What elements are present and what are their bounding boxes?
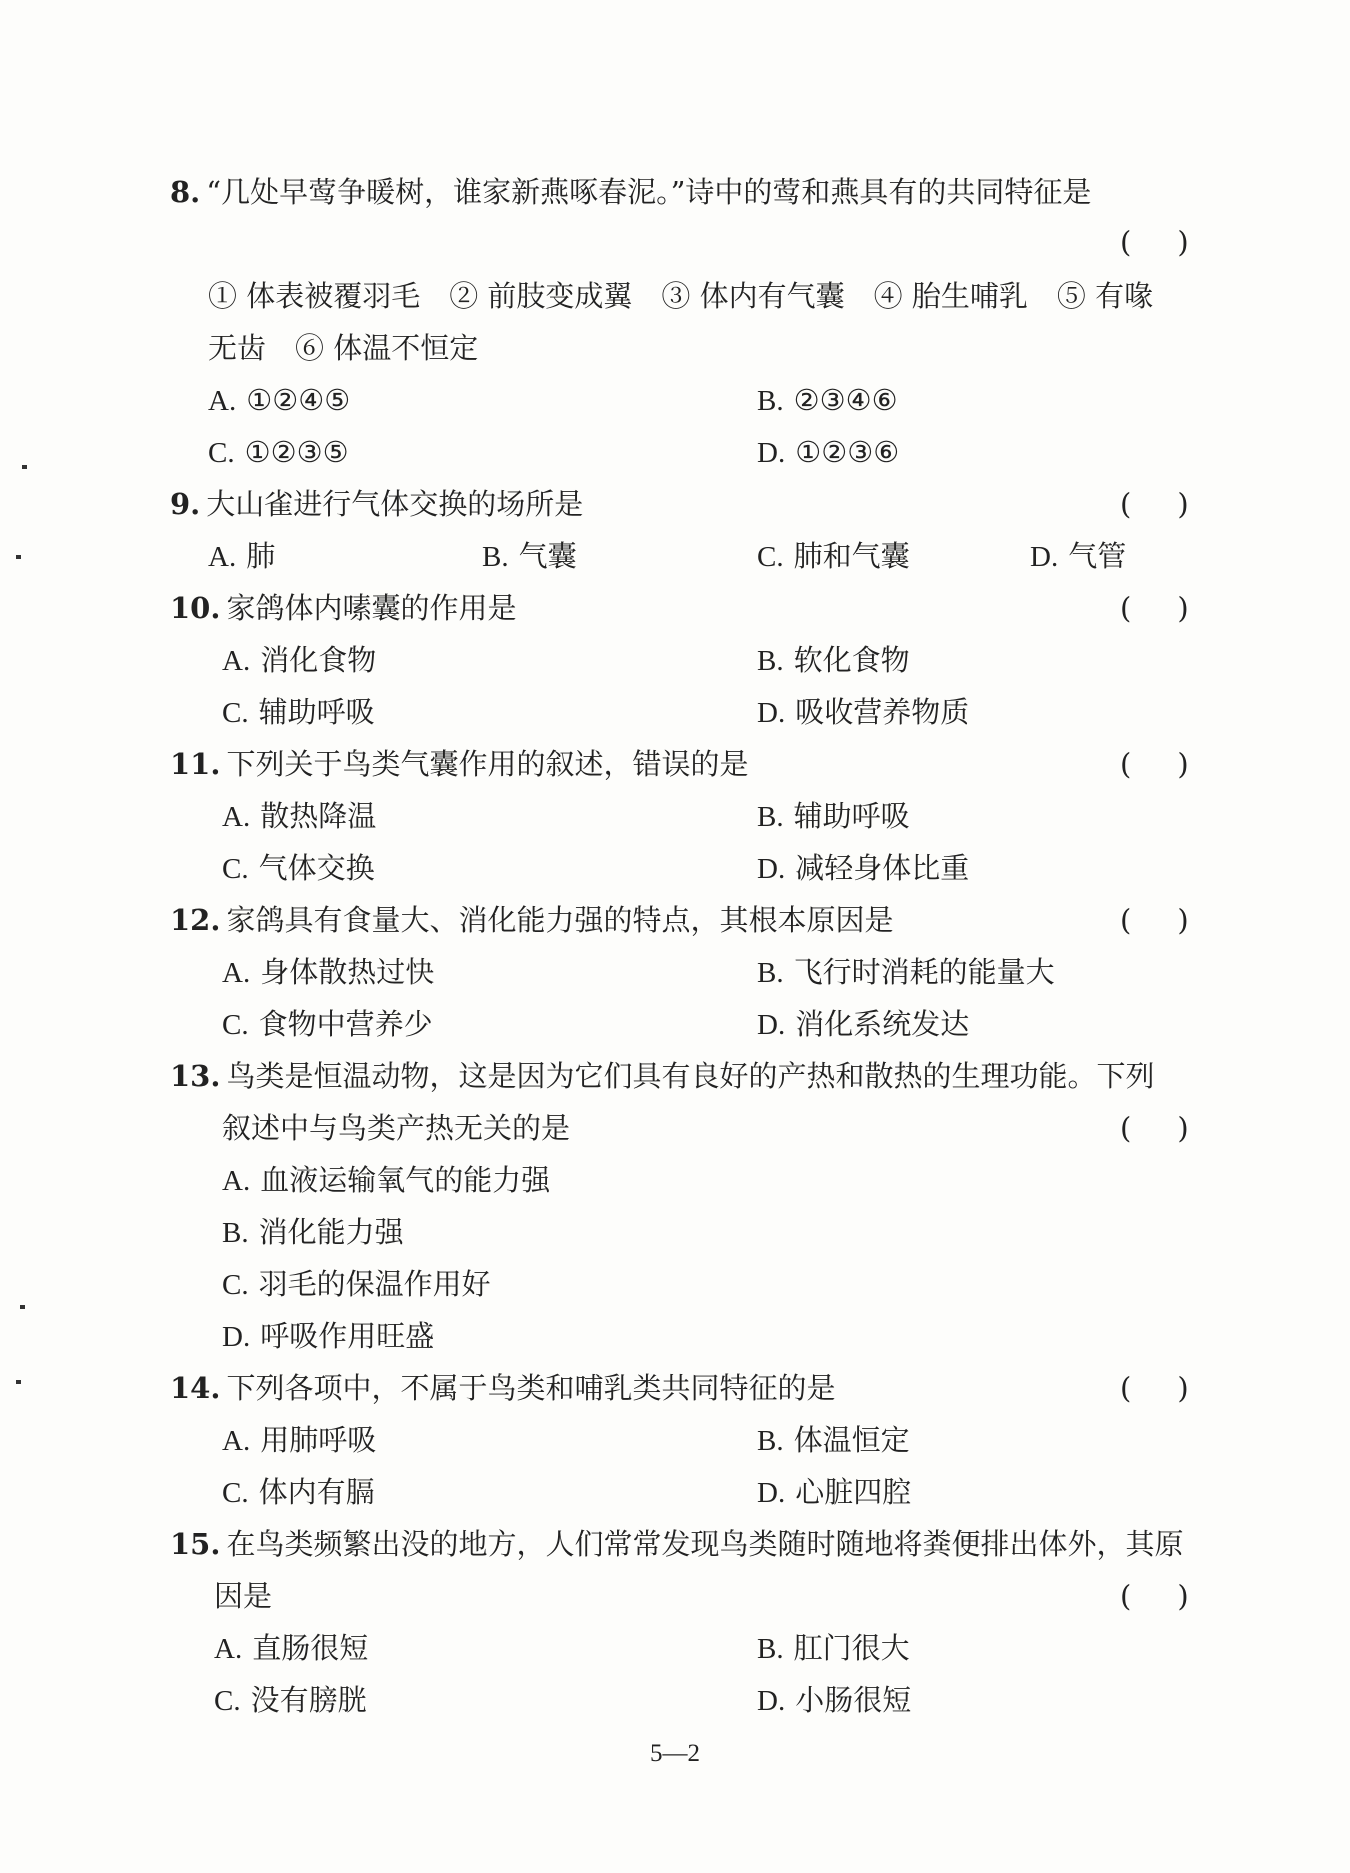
answer-blank[interactable]: ( ) <box>1120 225 1189 259</box>
answer-blank[interactable]: ( ) <box>1120 591 1189 625</box>
question-8-statements-line2: 无齿 ⑥ 体温不恒定 <box>208 331 479 365</box>
option-a[interactable]: A. ①②④⑤ <box>208 383 351 417</box>
option-d[interactable]: D. 吸收营养物质 <box>757 695 970 729</box>
scan-speck <box>16 555 21 559</box>
question-number: 9. <box>170 487 201 521</box>
option-a[interactable]: A. 直肠很短 <box>214 1631 369 1665</box>
question-text: 下列关于鸟类气囊作用的叙述，错误的是 <box>226 747 749 781</box>
question-number: 13. <box>170 1059 221 1093</box>
question-text: 鸟类是恒温动物，这是因为它们具有良好的产热和散热的生理功能。下列 <box>226 1059 1155 1093</box>
option-b[interactable]: B. 肛门很大 <box>757 1631 910 1665</box>
scan-speck <box>20 1305 25 1309</box>
question-14-stem <box>170 1368 835 1408</box>
option-d[interactable]: D. 气管 <box>1030 539 1127 573</box>
option-a[interactable]: A. 肺 <box>208 539 276 573</box>
option-d[interactable]: D. ①②③⑥ <box>757 435 900 469</box>
option-b[interactable]: B. 飞行时消耗的能量大 <box>757 955 1055 989</box>
option-c[interactable]: C. 辅助呼吸 <box>222 695 375 729</box>
question-15-stem-line2: 因是 <box>214 1579 273 1613</box>
option-b[interactable]: B. 体温恒定 <box>757 1423 910 1457</box>
question-text: 下列各项中，不属于鸟类和哺乳类共同特征的是 <box>226 1371 836 1405</box>
question-15-stem <box>170 1524 1183 1564</box>
question-11-stem <box>170 744 748 784</box>
question-number: 14. <box>170 1371 221 1405</box>
option-a[interactable]: A. 用肺呼吸 <box>222 1423 377 1457</box>
question-text: “几处早莺争暖树，谁家新燕啄春泥。”诗中的莺和燕具有的共同特征是 <box>206 175 1092 209</box>
option-a[interactable]: A. 身体散热过快 <box>222 955 435 989</box>
question-number: 12. <box>170 903 221 937</box>
question-13-stem <box>170 1056 1154 1096</box>
option-d[interactable]: D. 减轻身体比重 <box>757 851 970 885</box>
answer-blank[interactable]: ( ) <box>1120 1579 1189 1613</box>
option-d[interactable]: D. 心脏四腔 <box>757 1475 912 1509</box>
question-9-stem <box>170 484 583 524</box>
option-b[interactable]: B. 辅助呼吸 <box>757 799 910 833</box>
scan-speck <box>22 465 27 469</box>
answer-blank[interactable]: ( ) <box>1120 487 1189 521</box>
question-12-stem <box>170 900 893 940</box>
question-10-stem <box>170 588 516 628</box>
answer-blank[interactable]: ( ) <box>1120 747 1189 781</box>
question-8-stem <box>170 172 1091 212</box>
option-b[interactable]: B. 消化能力强 <box>222 1215 404 1249</box>
question-text: 大山雀进行气体交换的场所是 <box>206 487 584 521</box>
option-a[interactable]: A. 消化食物 <box>222 643 377 677</box>
answer-blank[interactable]: ( ) <box>1120 1371 1189 1405</box>
question-8-statements-line1: ① 体表被覆羽毛 ② 前肢变成翼 ③ 体内有气囊 ④ 胎生哺乳 ⑤ 有喙 <box>208 279 1154 313</box>
option-b[interactable]: B. 软化食物 <box>757 643 910 677</box>
question-13-stem-line2: 叙述中与鸟类产热无关的是 <box>222 1111 571 1145</box>
page-number: 5—2 <box>650 1740 700 1767</box>
question-text: 家鸽具有食量大、消化能力强的特点，其根本原因是 <box>226 903 894 937</box>
option-c[interactable]: C. ①②③⑤ <box>208 435 349 469</box>
option-d[interactable]: D. 消化系统发达 <box>757 1007 970 1041</box>
option-d[interactable]: D. 小肠很短 <box>757 1683 912 1717</box>
question-text: 在鸟类频繁出没的地方，人们常常发现鸟类随时随地将粪便排出体外，其原 <box>226 1527 1184 1561</box>
option-c[interactable]: C. 羽毛的保温作用好 <box>222 1267 491 1301</box>
question-number: 8. <box>170 175 201 209</box>
option-b[interactable]: B. ②③④⑥ <box>757 383 898 417</box>
question-text: 家鸽体内嗉囊的作用是 <box>226 591 517 625</box>
option-d[interactable]: D. 呼吸作用旺盛 <box>222 1319 435 1353</box>
question-number: 15. <box>170 1527 221 1561</box>
option-c[interactable]: C. 肺和气囊 <box>757 539 910 573</box>
answer-blank[interactable]: ( ) <box>1120 903 1189 937</box>
question-number: 10. <box>170 591 221 625</box>
answer-blank[interactable]: ( ) <box>1120 1111 1189 1145</box>
question-number: 11. <box>170 747 221 781</box>
option-c[interactable]: C. 食物中营养少 <box>222 1007 433 1041</box>
option-a[interactable]: A. 血液运输氧气的能力强 <box>222 1163 551 1197</box>
option-c[interactable]: C. 气体交换 <box>222 851 375 885</box>
option-a[interactable]: A. 散热降温 <box>222 799 377 833</box>
option-c[interactable]: C. 没有膀胱 <box>214 1683 367 1717</box>
option-c[interactable]: C. 体内有膈 <box>222 1475 375 1509</box>
option-b[interactable]: B. 气囊 <box>482 539 577 573</box>
scan-speck <box>16 1380 21 1384</box>
